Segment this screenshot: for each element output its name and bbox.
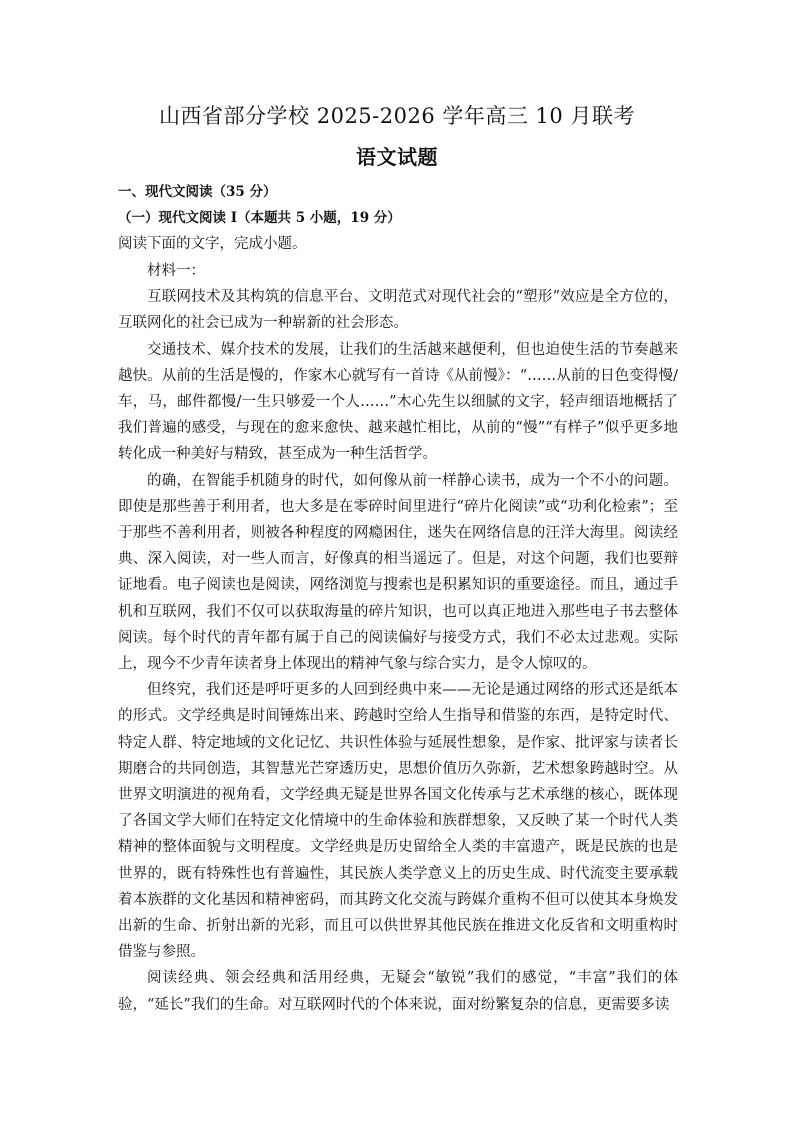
passage-body bbox=[118, 258, 678, 1018]
section-heading: 一、现代文阅读（35 分） bbox=[118, 184, 277, 200]
paragraph-2: 交通技术、媒介技术的发展，让我们的生活越来越便利，但也迫使生活的节奏越来越快。从前的生活是慢的，作家木心就写有一首诗《从前慢》：“……从前的日色变得慢/车，马，邮件都慢/一生只够爱一个人……”木心先生以细腻的文字，轻声细语地概括了我们普遍的感受，与现在的愈来愈快、越来越忙相比，从前的“慢”“有样子”似乎更多地转化成一种美好与精致，甚至成为一种生活哲学。 bbox=[118, 341, 678, 463]
material-label: 材料一： bbox=[147, 263, 205, 279]
subsection-heading: （一）现代文阅读 I（本题共 5 小题，19 分） bbox=[118, 210, 401, 226]
document-title: 山西省部分学校 2025-2026 学年高三 10 月联考 bbox=[159, 104, 635, 128]
reading-instruction: 阅读下面的文字，完成小题。 bbox=[118, 236, 307, 252]
document-subtitle: 语文试题 bbox=[356, 145, 438, 169]
paragraph-1: 互联网技术及其构筑的信息平台、文明范式对现代社会的“塑形”效应是全方位的，互联网化的社会已成为一种崭新的社会形态。 bbox=[118, 289, 678, 332]
paragraph-3: 的确，在智能手机随身的时代，如何像从前一样静心读书，成为一个不小的问题。即使是那些善于利用者，也大多是在零碎时间里进行“碎片化阅读”或“功利化检索”；至于那些不善利用者，则被各种程度的网瘾困住，迷失在网络信息的汪洋大海里。阅读经典、深入阅读，对一些人而言，好像真的相当遥远了。但是，对这个问题，我们也要辩证地看。电子阅读也是阅读，网络浏览与搜索也是积累知识的重要途径。而且，通过手机和互联网，我们不仅可以获取海量的碎片知识，也可以真正地进入那些电子书去整体阅读。每个时代的青年都有属于自己的阅读偏好与接受方式，我们不必太过悲观。实际上，现今不少青年读者身上体现出的精神气象与综合实力，是令人惊叹的。 bbox=[118, 472, 678, 673]
paragraph-4: 但终究，我们还是呼吁更多的人回到经典中来——无论是通过网络的形式还是纸本的形式。文学经典是时间锤炼出来、跨越时空给人生指导和借鉴的东西，是特定时代、特定人群、特定地域的文化记忆、共识性体验与延展性想象，是作家、批评家与读者长期磨合的共同创造，其智慧光芒穿透历史，思想价值历久弥新，艺术想象跨越时空。从世界文明演进的视角看，文学经典无疑是世界各国文化传承与艺术承继的核心，既体现了各国文学大师们在特定文化情境中的生命体验和族群想象，又反映了某一个时代人类精神的整体面貌与文明程度。文学经典是历史留给全人类的丰富遗产，既是民族的也是世界的，既有特殊性也有普遍性，其民族人类学意义上的历史生成、时代流变主要承载着本族群的文化基因和精神密码，而其跨文化交流与跨媒介重构不但可以使其本身焕发出新的生命、折射出新的光彩，而且可以供世界其他民族在推进文化反省和文明重构时借鉴与参照。 bbox=[118, 682, 678, 961]
paragraph-5: 阅读经典、领会经典和活用经典，无疑会“敏锐”我们的感觉，“丰富”我们的体验，“延长”我们的生命。对互联网时代的个体来说，面对纷繁复杂的信息，更需要多读 bbox=[118, 970, 678, 1013]
